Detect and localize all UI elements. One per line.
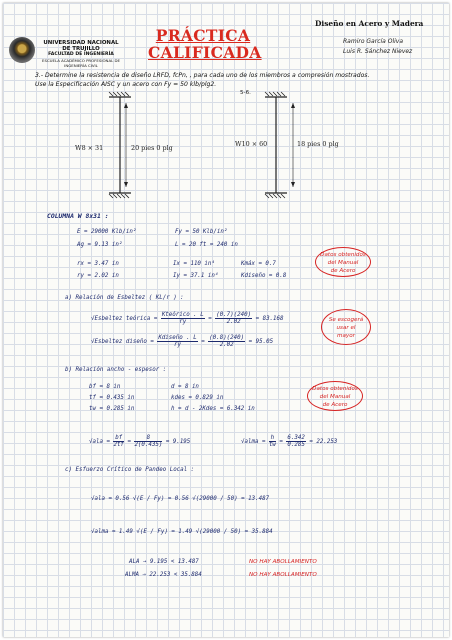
prop-fy: Fy = 50 Klb/in² — [175, 229, 228, 235]
ratio-web: √alma = $\frac{h}{tw}$ = $\frac{6.342}{0.285}$ = 22.253 — [241, 435, 338, 448]
figure-number: 5-6. — [240, 90, 251, 96]
section-a-heading: a) Relación de Esbeltez ( KL/r ) : — [65, 295, 184, 301]
ratio-flange: √ala = $\frac{bf}{2tf}$ = $\frac{8}{2(0.435)}$ = 9.195 — [89, 435, 191, 448]
prop-ag: Ag = 9.13 in² — [77, 242, 123, 248]
dim-kdes: kdes = 0.829 in — [171, 395, 224, 401]
dim-tf: tf = 0.435 in — [89, 395, 135, 401]
slender-design: √Esbeltez diseño = $\frac{\text{Kdiseño . L}}{ry}$ = $\frac{(0.8)(240)}{2.02}$ = 95.05 — [91, 335, 274, 348]
member2-section: W10 × 60 — [235, 140, 268, 148]
authors: Ramiro García Oliva Luis R. Sánchez Nievez — [343, 38, 413, 55]
dim-d: d = 8 in — [171, 384, 199, 390]
prop-iy: Iy = 37.1 in⁴ — [173, 273, 219, 279]
university-name: UNIVERSIDAD NACIONAL DE TRUJILLO FACULTAD DE INGENIERÍA ESCUELA ACADÉMICO PROFESIONAL DE INGENIERÍA CIVIL — [42, 40, 120, 69]
course-name: Diseño en Acero y Madera — [315, 19, 424, 28]
section-b-heading: b) Relación ancho - espesor : — [65, 367, 167, 373]
prop-e: E = 29000 Klb/in² — [77, 229, 137, 235]
note-choose-greater: Se escogerá usar el mayor — [321, 309, 371, 345]
solution-heading: COLUMNA W 8x31 : — [47, 212, 109, 220]
limit-web: √alma = 1.49 √(E / Fy) = 1.49 √(29000 / 50) = 35.884 — [91, 529, 273, 535]
page-title: PRÁCTICA CALIFICADA — [148, 26, 262, 62]
prop-rx: rx = 3.47 in — [77, 261, 119, 267]
prop-l: L = 20 ft = 240 in — [175, 242, 238, 248]
prop-ix: Ix = 110 in⁴ — [173, 261, 215, 267]
check-web: ALMA → 22.253 < 35.884 — [125, 572, 202, 578]
check-flange: ALA → 9.195 < 13.487 — [129, 559, 199, 565]
verdict-web: NO HAY ABOLLAMIENTO — [249, 572, 317, 578]
member1-section: W8 × 31 — [75, 144, 104, 152]
document-page — [3, 3, 449, 637]
dim-bf: bf = 8 in — [89, 384, 121, 390]
problem-statement: 3.- Determine la resistencia de diseño LRFD, fcPn, , para cada uno de los miembros a compresión mostrados. Use la Especificación AISC y un acero con Fy = 50 klb/plg2. — [35, 72, 370, 88]
limit-flange: √ala = 0.56 √(E / Fy) = 0.56 √(29000 / 50) = 13.487 — [91, 496, 270, 502]
note-manual-1: Datos obtenidos del Manual de Acero — [315, 247, 371, 277]
prop-kmax: Kmáx = 0.7 — [241, 261, 276, 267]
section-c-heading: c) Esfuerzo Crítico de Pandeo Local : — [65, 467, 195, 473]
dim-tw: tw = 0.285 in — [89, 406, 135, 412]
member2-length: 18 pies 0 plg — [297, 140, 339, 148]
prop-kdis: Kdiseño = 0.8 — [241, 273, 287, 279]
dim-h: h = d - 2Kdes = 6.342 in — [171, 406, 255, 412]
note-manual-2: Datos obtenidos del Manual de Acero — [307, 381, 363, 411]
member1-length: 20 pies 0 plg — [131, 144, 173, 152]
prop-ry: ry = 2.02 in — [77, 273, 119, 279]
verdict-flange: NO HAY ABOLLAMIENTO — [249, 559, 317, 565]
slender-theoretical: √Esbeltez teórica = $\frac{\text{Kteórico . L}}{ry}$ = $\frac{(0.7)(240)}{2.02}$ = 83.168 — [91, 312, 284, 325]
